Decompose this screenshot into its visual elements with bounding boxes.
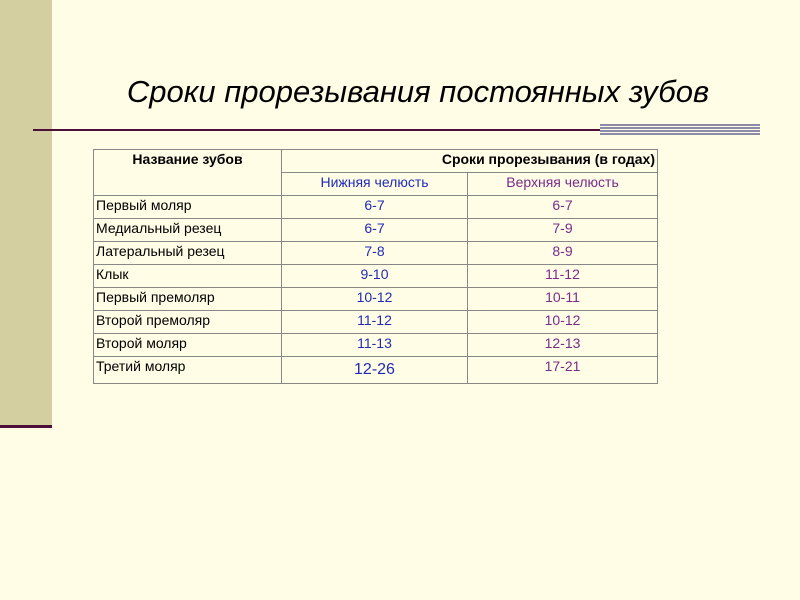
header-eruption-years: Сроки прорезывания (в годах) xyxy=(282,150,658,173)
upper-jaw-value: 8-9 xyxy=(468,242,658,265)
eruption-table xyxy=(93,149,658,384)
lower-jaw-value: 12-26 xyxy=(282,357,468,384)
tooth-name: Латеральный резец xyxy=(94,242,282,265)
upper-jaw-value: 10-11 xyxy=(468,288,658,311)
lower-jaw-value: 10-12 xyxy=(282,288,468,311)
tooth-name: Третий моляр xyxy=(94,357,282,384)
lower-jaw-value: 6-7 xyxy=(282,219,468,242)
lower-jaw-value: 9-10 xyxy=(282,265,468,288)
decorative-sidebar xyxy=(0,0,52,427)
tooth-name: Второй премоляр xyxy=(94,311,282,334)
upper-jaw-value: 7-9 xyxy=(468,219,658,242)
upper-jaw-value: 6-7 xyxy=(468,196,658,219)
upper-jaw-value: 11-12 xyxy=(468,265,658,288)
table-row xyxy=(94,265,658,288)
subheader-lower-jaw: Нижняя челюсть xyxy=(282,173,468,196)
tooth-name: Второй моляр xyxy=(94,334,282,357)
upper-jaw-value: 17-21 xyxy=(468,357,658,384)
subheader-upper-jaw: Верхняя челюсть xyxy=(468,173,658,196)
tooth-name: Медиальный резец xyxy=(94,219,282,242)
header-tooth-name: Название зубов xyxy=(94,150,282,196)
table-row xyxy=(94,311,658,334)
lower-jaw-value: 6-7 xyxy=(282,196,468,219)
tooth-name: Первый моляр xyxy=(94,196,282,219)
tooth-name: Клык xyxy=(94,265,282,288)
table-row xyxy=(94,219,658,242)
table-row xyxy=(94,334,658,357)
upper-jaw-value: 12-13 xyxy=(468,334,658,357)
lower-jaw-value: 7-8 xyxy=(282,242,468,265)
table-row xyxy=(94,242,658,265)
sidebar-divider xyxy=(0,425,52,428)
decorative-stripes xyxy=(600,124,760,136)
lower-jaw-value: 11-12 xyxy=(282,311,468,334)
table-row xyxy=(94,288,658,311)
lower-jaw-value: 11-13 xyxy=(282,334,468,357)
slide-title: Сроки прорезывания постоянных зубов xyxy=(126,74,710,109)
table-row xyxy=(94,196,658,219)
tooth-name: Первый премоляр xyxy=(94,288,282,311)
upper-jaw-value: 10-12 xyxy=(468,311,658,334)
table-row xyxy=(94,357,658,384)
table-header-row xyxy=(94,150,658,173)
